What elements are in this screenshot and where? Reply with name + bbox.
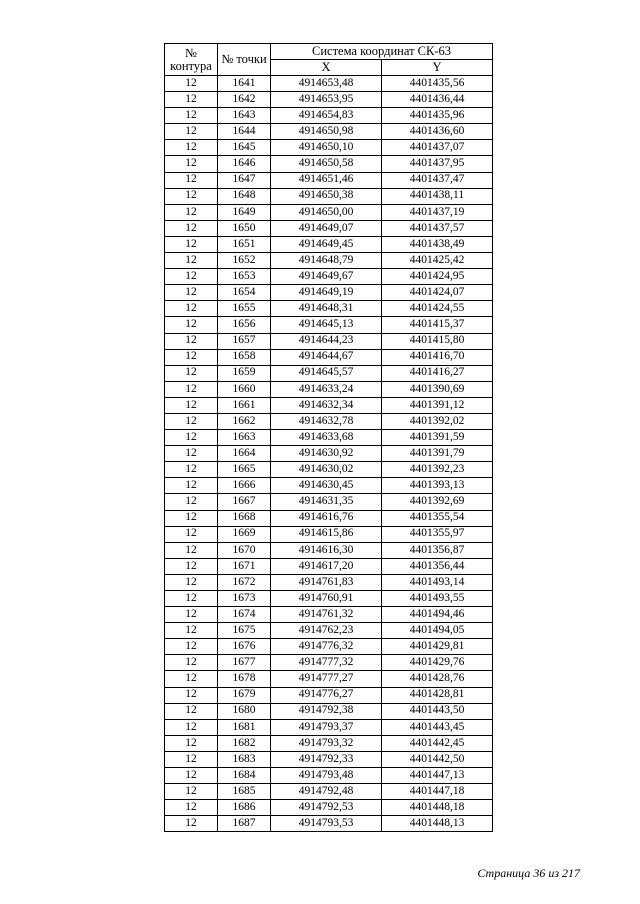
table-row [165, 140, 493, 156]
cell-y: 4401429,76 [382, 655, 493, 671]
table-row [165, 671, 493, 687]
cell-y: 4401494,46 [382, 607, 493, 623]
cell-contour: 12 [165, 768, 218, 784]
cell-x: 4914653,95 [271, 92, 382, 108]
cell-y: 4401391,79 [382, 446, 493, 462]
cell-x: 4914649,07 [271, 220, 382, 236]
header-y: Y [382, 60, 493, 76]
cell-y: 4401428,76 [382, 671, 493, 687]
cell-contour: 12 [165, 558, 218, 574]
cell-x: 4914649,67 [271, 269, 382, 285]
cell-y: 4401435,56 [382, 76, 493, 92]
cell-y: 4401437,07 [382, 140, 493, 156]
table-row [165, 236, 493, 252]
cell-contour: 12 [165, 735, 218, 751]
cell-y: 4401494,05 [382, 623, 493, 639]
cell-x: 4914793,48 [271, 768, 382, 784]
cell-y: 4401493,14 [382, 574, 493, 590]
table-row [165, 397, 493, 413]
cell-contour: 12 [165, 204, 218, 220]
cell-y: 4401391,12 [382, 397, 493, 413]
cell-y: 4401437,19 [382, 204, 493, 220]
table-row [165, 381, 493, 397]
cell-y: 4401448,18 [382, 800, 493, 816]
cell-y: 4401437,47 [382, 172, 493, 188]
page-number: Страница 36 из 217 [477, 866, 580, 880]
cell-contour: 12 [165, 333, 218, 349]
coordinates-table [164, 43, 493, 832]
cell-point: 1672 [218, 574, 271, 590]
cell-x: 4914793,37 [271, 719, 382, 735]
cell-y: 4401425,42 [382, 253, 493, 269]
cell-point: 1687 [218, 816, 271, 832]
cell-point: 1658 [218, 349, 271, 365]
table-row [165, 574, 493, 590]
cell-x: 4914633,24 [271, 381, 382, 397]
cell-contour: 12 [165, 413, 218, 429]
cell-point: 1646 [218, 156, 271, 172]
table-row [165, 188, 493, 204]
cell-contour: 12 [165, 430, 218, 446]
cell-x: 4914792,48 [271, 784, 382, 800]
cell-x: 4914644,67 [271, 349, 382, 365]
cell-contour: 12 [165, 76, 218, 92]
table-row [165, 510, 493, 526]
cell-y: 4401392,02 [382, 413, 493, 429]
cell-x: 4914650,38 [271, 188, 382, 204]
cell-point: 1674 [218, 607, 271, 623]
cell-y: 4401391,59 [382, 430, 493, 446]
cell-point: 1662 [218, 413, 271, 429]
cell-contour: 12 [165, 784, 218, 800]
cell-point: 1661 [218, 397, 271, 413]
cell-point: 1673 [218, 591, 271, 607]
cell-y: 4401416,27 [382, 365, 493, 381]
table-row [165, 76, 493, 92]
cell-contour: 12 [165, 719, 218, 735]
table-header [165, 44, 493, 76]
cell-contour: 12 [165, 381, 218, 397]
cell-x: 4914793,53 [271, 816, 382, 832]
cell-x: 4914617,20 [271, 558, 382, 574]
table-row [165, 478, 493, 494]
table-row [165, 92, 493, 108]
cell-contour: 12 [165, 269, 218, 285]
cell-y: 4401437,57 [382, 220, 493, 236]
cell-contour: 12 [165, 349, 218, 365]
cell-point: 1656 [218, 317, 271, 333]
cell-contour: 12 [165, 220, 218, 236]
cell-x: 4914649,19 [271, 285, 382, 301]
cell-x: 4914644,23 [271, 333, 382, 349]
cell-y: 4401438,11 [382, 188, 493, 204]
cell-x: 4914632,34 [271, 397, 382, 413]
cell-x: 4914648,79 [271, 253, 382, 269]
cell-point: 1666 [218, 478, 271, 494]
cell-y: 4401424,07 [382, 285, 493, 301]
cell-point: 1665 [218, 462, 271, 478]
cell-y: 4401493,55 [382, 591, 493, 607]
cell-x: 4914776,27 [271, 687, 382, 703]
cell-point: 1683 [218, 751, 271, 767]
cell-y: 4401443,50 [382, 703, 493, 719]
table-row [165, 124, 493, 140]
cell-x: 4914650,98 [271, 124, 382, 140]
cell-y: 4401436,60 [382, 124, 493, 140]
cell-point: 1680 [218, 703, 271, 719]
cell-x: 4914631,35 [271, 494, 382, 510]
table-row [165, 591, 493, 607]
table-row [165, 719, 493, 735]
table-row [165, 269, 493, 285]
cell-point: 1649 [218, 204, 271, 220]
cell-y: 4401415,37 [382, 317, 493, 333]
cell-x: 4914630,02 [271, 462, 382, 478]
cell-x: 4914793,32 [271, 735, 382, 751]
cell-contour: 12 [165, 462, 218, 478]
cell-x: 4914650,00 [271, 204, 382, 220]
cell-point: 1652 [218, 253, 271, 269]
cell-x: 4914648,31 [271, 301, 382, 317]
table-row [165, 542, 493, 558]
table-body [165, 76, 493, 832]
cell-x: 4914792,38 [271, 703, 382, 719]
cell-y: 4401429,81 [382, 639, 493, 655]
cell-contour: 12 [165, 526, 218, 542]
cell-x: 4914792,53 [271, 800, 382, 816]
cell-point: 1677 [218, 655, 271, 671]
cell-contour: 12 [165, 687, 218, 703]
cell-point: 1684 [218, 768, 271, 784]
header-point-number: № точки [218, 44, 271, 76]
cell-contour: 12 [165, 510, 218, 526]
cell-y: 4401436,44 [382, 92, 493, 108]
cell-point: 1679 [218, 687, 271, 703]
cell-y: 4401435,96 [382, 108, 493, 124]
cell-x: 4914777,27 [271, 671, 382, 687]
cell-contour: 12 [165, 317, 218, 333]
cell-x: 4914761,83 [271, 574, 382, 590]
cell-contour: 12 [165, 751, 218, 767]
cell-x: 4914653,48 [271, 76, 382, 92]
cell-y: 4401437,95 [382, 156, 493, 172]
cell-contour: 12 [165, 397, 218, 413]
cell-contour: 12 [165, 236, 218, 252]
cell-y: 4401416,70 [382, 349, 493, 365]
table-row [165, 204, 493, 220]
header-contour-number: № контура [165, 44, 218, 76]
table-row [165, 430, 493, 446]
header-coordinate-system: Система координат СК-63 [271, 44, 493, 60]
cell-x: 4914762,23 [271, 623, 382, 639]
table-row [165, 526, 493, 542]
cell-point: 1686 [218, 800, 271, 816]
cell-y: 4401356,44 [382, 558, 493, 574]
cell-y: 4401393,13 [382, 478, 493, 494]
cell-contour: 12 [165, 574, 218, 590]
table-row [165, 768, 493, 784]
cell-y: 4401355,54 [382, 510, 493, 526]
cell-y: 4401442,45 [382, 735, 493, 751]
cell-y: 4401447,13 [382, 768, 493, 784]
cell-y: 4401442,50 [382, 751, 493, 767]
cell-point: 1651 [218, 236, 271, 252]
cell-contour: 12 [165, 365, 218, 381]
cell-point: 1641 [218, 76, 271, 92]
cell-x: 4914649,45 [271, 236, 382, 252]
cell-x: 4914776,32 [271, 639, 382, 655]
cell-y: 4401424,95 [382, 269, 493, 285]
cell-y: 4401392,23 [382, 462, 493, 478]
cell-y: 4401355,97 [382, 526, 493, 542]
table-row [165, 623, 493, 639]
cell-point: 1664 [218, 446, 271, 462]
cell-point: 1669 [218, 526, 271, 542]
cell-y: 4401447,18 [382, 784, 493, 800]
cell-x: 4914654,83 [271, 108, 382, 124]
cell-contour: 12 [165, 703, 218, 719]
cell-point: 1644 [218, 124, 271, 140]
cell-contour: 12 [165, 671, 218, 687]
cell-point: 1655 [218, 301, 271, 317]
cell-contour: 12 [165, 140, 218, 156]
table-row [165, 800, 493, 816]
table-row [165, 365, 493, 381]
table-row [165, 494, 493, 510]
cell-y: 4401438,49 [382, 236, 493, 252]
table-row [165, 462, 493, 478]
cell-contour: 12 [165, 301, 218, 317]
cell-contour: 12 [165, 607, 218, 623]
cell-contour: 12 [165, 285, 218, 301]
cell-point: 1681 [218, 719, 271, 735]
cell-point: 1653 [218, 269, 271, 285]
cell-contour: 12 [165, 172, 218, 188]
cell-x: 4914761,32 [271, 607, 382, 623]
table-row [165, 816, 493, 832]
cell-x: 4914630,92 [271, 446, 382, 462]
table-row [165, 285, 493, 301]
cell-point: 1685 [218, 784, 271, 800]
cell-contour: 12 [165, 816, 218, 832]
table-row [165, 301, 493, 317]
cell-point: 1647 [218, 172, 271, 188]
table-row [165, 220, 493, 236]
cell-y: 4401428,81 [382, 687, 493, 703]
cell-contour: 12 [165, 655, 218, 671]
table-row [165, 108, 493, 124]
cell-contour: 12 [165, 639, 218, 655]
cell-x: 4914633,68 [271, 430, 382, 446]
cell-x: 4914616,30 [271, 542, 382, 558]
cell-y: 4401392,69 [382, 494, 493, 510]
cell-contour: 12 [165, 253, 218, 269]
cell-point: 1650 [218, 220, 271, 236]
table-row [165, 333, 493, 349]
cell-contour: 12 [165, 108, 218, 124]
cell-y: 4401448,13 [382, 816, 493, 832]
table-row [165, 687, 493, 703]
cell-point: 1643 [218, 108, 271, 124]
cell-point: 1678 [218, 671, 271, 687]
cell-point: 1671 [218, 558, 271, 574]
cell-y: 4401424,55 [382, 301, 493, 317]
table-row [165, 703, 493, 719]
cell-y: 4401443,45 [382, 719, 493, 735]
cell-point: 1675 [218, 623, 271, 639]
cell-contour: 12 [165, 800, 218, 816]
table-row [165, 639, 493, 655]
cell-point: 1660 [218, 381, 271, 397]
table-row [165, 558, 493, 574]
table-row [165, 253, 493, 269]
cell-point: 1657 [218, 333, 271, 349]
cell-point: 1648 [218, 188, 271, 204]
cell-y: 4401390,69 [382, 381, 493, 397]
cell-point: 1642 [218, 92, 271, 108]
cell-y: 4401415,80 [382, 333, 493, 349]
cell-point: 1654 [218, 285, 271, 301]
cell-contour: 12 [165, 623, 218, 639]
cell-y: 4401356,87 [382, 542, 493, 558]
cell-x: 4914645,57 [271, 365, 382, 381]
cell-contour: 12 [165, 542, 218, 558]
cell-x: 4914645,13 [271, 317, 382, 333]
cell-x: 4914616,76 [271, 510, 382, 526]
table-row [165, 349, 493, 365]
cell-x: 4914650,10 [271, 140, 382, 156]
cell-contour: 12 [165, 188, 218, 204]
table-row [165, 784, 493, 800]
cell-point: 1668 [218, 510, 271, 526]
cell-x: 4914760,91 [271, 591, 382, 607]
table-row [165, 172, 493, 188]
cell-point: 1659 [218, 365, 271, 381]
cell-point: 1670 [218, 542, 271, 558]
cell-point: 1682 [218, 735, 271, 751]
cell-contour: 12 [165, 156, 218, 172]
cell-x: 4914651,46 [271, 172, 382, 188]
cell-contour: 12 [165, 446, 218, 462]
cell-x: 4914630,45 [271, 478, 382, 494]
table-row [165, 655, 493, 671]
cell-point: 1645 [218, 140, 271, 156]
cell-point: 1676 [218, 639, 271, 655]
table-row [165, 156, 493, 172]
cell-contour: 12 [165, 494, 218, 510]
header-x: X [271, 60, 382, 76]
cell-x: 4914615,86 [271, 526, 382, 542]
table-row [165, 446, 493, 462]
cell-x: 4914650,58 [271, 156, 382, 172]
cell-contour: 12 [165, 92, 218, 108]
cell-contour: 12 [165, 591, 218, 607]
cell-x: 4914777,32 [271, 655, 382, 671]
table-row [165, 413, 493, 429]
cell-x: 4914632,78 [271, 413, 382, 429]
table-row [165, 607, 493, 623]
cell-point: 1667 [218, 494, 271, 510]
table-row [165, 751, 493, 767]
table-row [165, 317, 493, 333]
table-row [165, 735, 493, 751]
cell-x: 4914792,33 [271, 751, 382, 767]
cell-point: 1663 [218, 430, 271, 446]
cell-contour: 12 [165, 124, 218, 140]
cell-contour: 12 [165, 478, 218, 494]
